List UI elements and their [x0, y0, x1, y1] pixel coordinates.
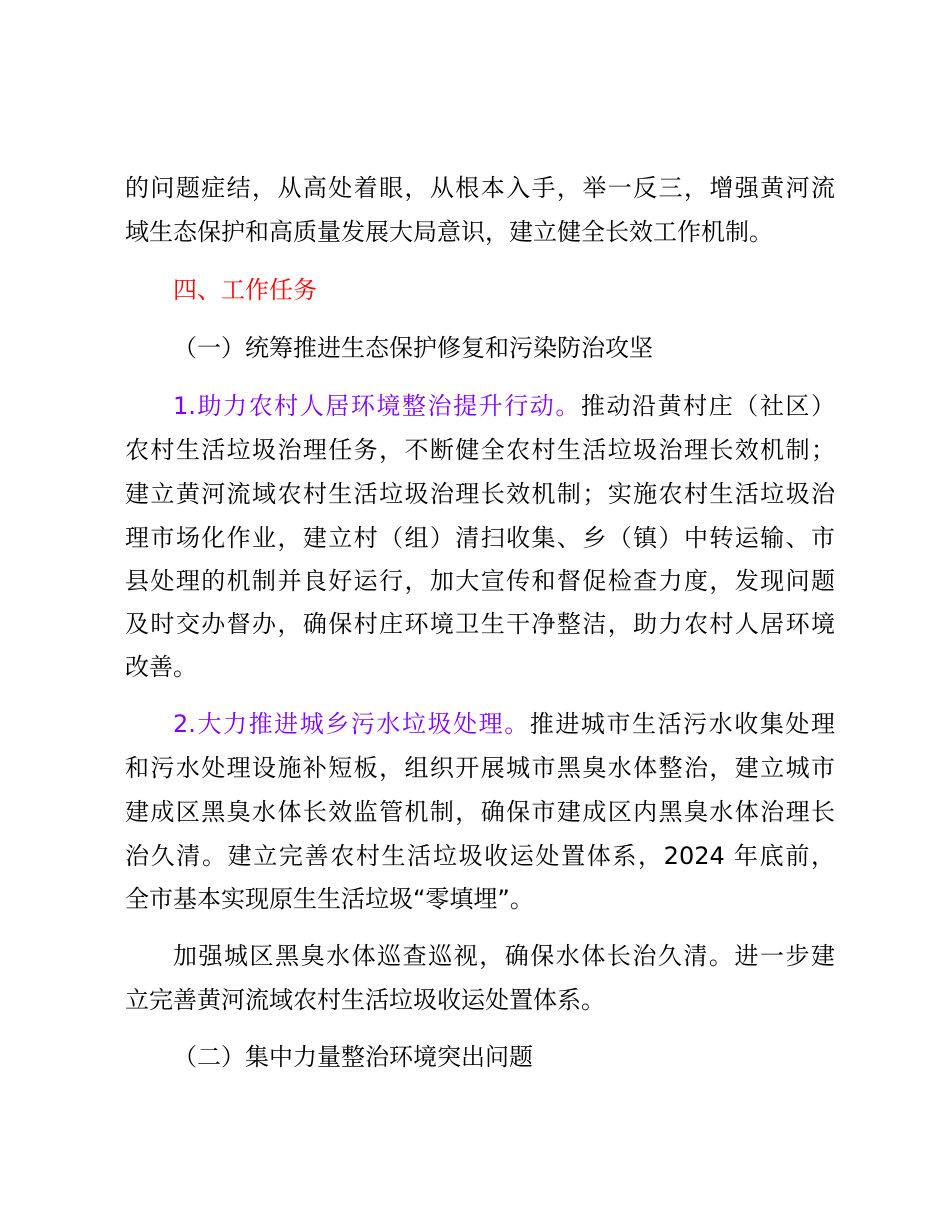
paragraph-line: 治久清。建立完善农村生活垃圾收运处置体系，2024 年底前，: [125, 842, 835, 870]
paragraph-line: 的问题症结，从高处着眼，从根本入手，举一反三，增强黄河流: [125, 174, 835, 202]
subsection-heading: （一）统筹推进生态保护修复和污染防治攻坚: [173, 334, 653, 362]
paragraph-line: 县处理的机制并良好运行，加大宣传和督促检查力度，发现问题: [125, 567, 835, 595]
item-2-first-line: [173, 706, 835, 742]
paragraph-line: 立完善黄河流域农村生活垃圾收运处置体系。: [125, 986, 605, 1014]
subsection-heading: （二）集中力量整治环境突出问题: [173, 1043, 533, 1071]
item-2-heading: 2.大力推进城乡污水垃圾处理。: [173, 710, 530, 738]
item-1-heading: 1.助力农村人居环境整治提升行动。: [173, 392, 581, 420]
item-1-text: 推动沿黄村庄（社区）: [580, 392, 835, 420]
item-1-first-line: [173, 388, 835, 424]
paragraph-line: 加强城区黑臭水体巡查巡视，确保水体长治久清。进一步建: [173, 942, 835, 970]
paragraph-line: 农村生活垃圾治理任务，不断健全农村生活垃圾治理长效机制；: [125, 436, 835, 464]
paragraph-line: 全市基本实现原生生活垃圾“零填埋”。: [125, 885, 534, 913]
paragraph-line: 及时交办督办，确保村庄环境卫生干净整洁，助力农村人居环境: [125, 610, 835, 638]
section-heading: 四、工作任务: [173, 276, 317, 304]
item-2-text: 推进城市生活污水收集处理: [529, 710, 835, 738]
paragraph-line: 建成区黑臭水体长效监管机制，确保市建成区内黑臭水体治理长: [125, 798, 835, 826]
paragraph-line: 域生态保护和高质量发展大局意识，建立健全长效工作机制。: [125, 218, 773, 246]
paragraph-line: 和污水处理设施补短板，组织开展城市黑臭水体整治，建立城市: [125, 754, 835, 782]
paragraph-line: 改善。: [125, 653, 197, 681]
paragraph-line: 理市场化作业，建立村（组）清扫收集、乡（镇）中转运输、市: [125, 524, 835, 552]
paragraph-line: 建立黄河流域农村生活垃圾治理长效机制；实施农村生活垃圾治: [125, 480, 835, 508]
